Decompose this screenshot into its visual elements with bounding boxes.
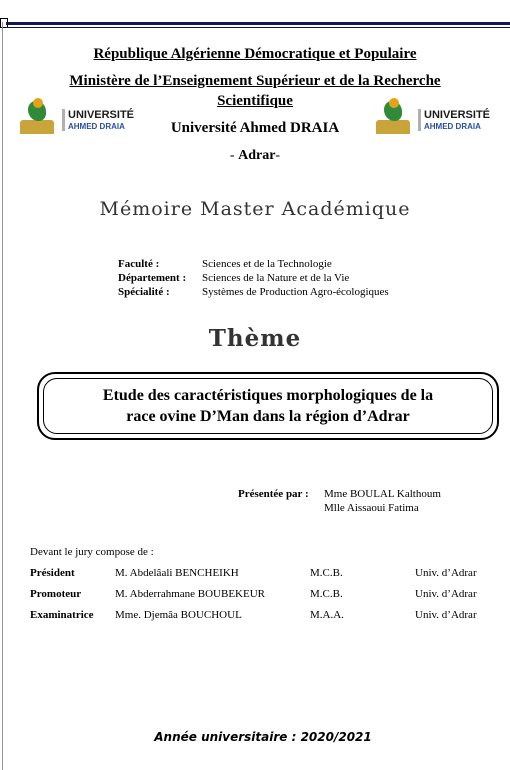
university-name: Université Ahmed DRAIA [170,120,340,136]
book-icon [376,120,410,134]
logo-text-ahmed-draia: AHMED DRAIA [424,122,481,131]
author-name: Mlle Aissaoui Fatima [324,502,419,514]
ministry-heading-line1: Ministère de l’Enseignement Supérieur et de la Recherche [69,73,441,89]
university-logo-right [376,98,496,138]
presented-row [238,502,441,516]
theme-title [103,385,433,427]
jury-role: Examinatrice [30,609,94,621]
jury-role: Promoteur [30,588,82,600]
info-label: Faculté : [118,258,160,270]
info-row-faculte [118,258,389,272]
university-logo-left [20,98,140,138]
city-line [0,148,510,164]
theme-title-line2: race ovine D’Man dans la région d’Adrar [126,408,410,425]
logo-text-universite: UNIVERSITÉ [424,109,491,121]
memoire-title: Mémoire Master Académique [99,198,411,220]
info-value: Sciences de la Nature et de la Vie [202,272,350,284]
theme-heading: Thème [208,325,302,352]
logo-divider [418,109,421,131]
sun-icon [33,98,43,108]
jury-grade: M.C.B. [310,567,343,579]
book-icon [20,120,54,134]
republic-heading: République Algérienne Démocratique et Populaire [93,46,417,62]
jury-role: Président [30,567,75,579]
logo-divider [62,109,65,131]
jury-institution: Univ. d’Adrar [415,588,477,600]
presented-row [238,488,441,502]
presented-label: Présentée par : [238,488,309,500]
jury-name: Mme. Djemâa BOUCHOUL [115,609,242,621]
author-name: Mme BOULAL Kalthoum [324,488,441,500]
academic-year: Année universitaire : 2020/2021 [154,730,372,744]
logo-text-ahmed-draia: AHMED DRAIA [68,122,125,131]
jury-name: M. Abderrahmane BOUBEKEUR [115,588,266,600]
info-block [118,258,389,300]
jury-grade: M.A.A. [310,609,344,621]
theme-title-line1: Etude des caractéristiques morphologiques de la [102,387,434,404]
jury-name: M. Abdelâali BENCHEIKH [115,567,239,579]
logo-text-universite: UNIVERSITÉ [68,109,135,121]
info-row-specialite [118,286,389,300]
jury-intro: Devant le jury compose de : [30,546,154,558]
theme-title-frame [37,372,499,440]
ministry-heading-line2: Scientifique [217,93,293,109]
theme-title-inner-frame [43,378,493,434]
top-border-line [6,22,510,25]
info-value: Sciences et de la Technologie [202,258,332,270]
jury-grade: M.C.B. [310,588,343,600]
city-name: Adrar [238,148,276,163]
jury-institution: Univ. d’Adrar [415,567,477,579]
jury-institution: Univ. d’Adrar [415,609,477,621]
presented-by-block [238,488,441,516]
sun-icon [389,98,399,108]
info-value: Systèmes de Production Agro-écologiques [202,286,389,298]
info-label: Spécialité : [118,286,170,298]
city-suffix: - [275,148,281,163]
top-border-line-thin [6,27,510,28]
info-row-departement [118,272,389,286]
city-prefix: - [229,148,239,163]
info-label: Département : [118,272,187,284]
